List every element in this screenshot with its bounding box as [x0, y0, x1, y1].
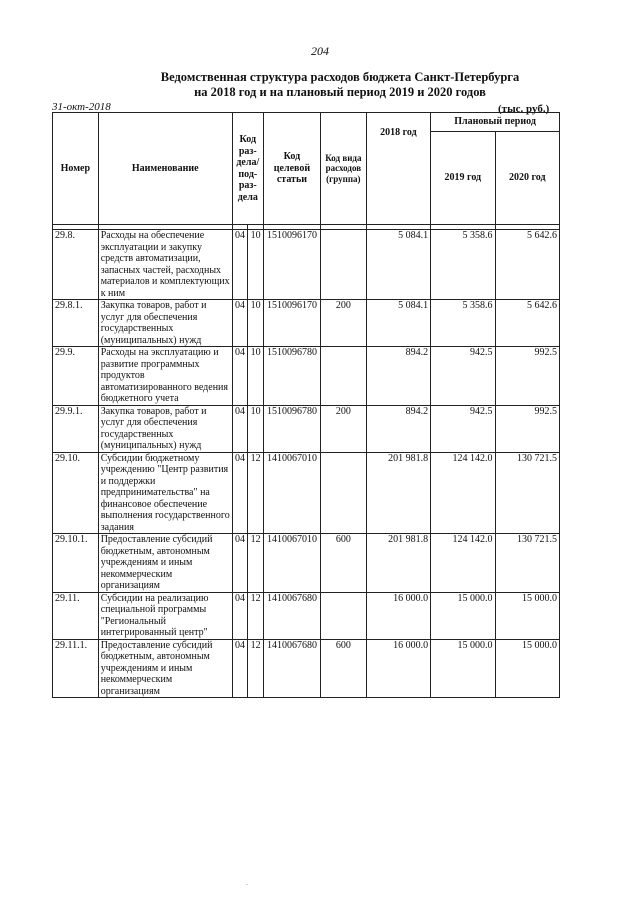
row-number: 29.8.1. — [53, 300, 99, 347]
document-title — [0, 70, 640, 100]
row-expense-type — [321, 452, 367, 534]
title-line-1: Ведомственная структура расходов бюджета Санкт-Петербурга — [160, 70, 520, 84]
row-subsection: 12 — [248, 452, 264, 534]
table-row — [53, 300, 560, 347]
row-subsection: 10 — [248, 347, 264, 406]
row-amount-2018: 894.2 — [366, 347, 430, 406]
row-section: 04 — [232, 534, 248, 593]
row-amount-2020: 992.5 — [495, 347, 559, 406]
row-subsection: 12 — [248, 639, 264, 698]
document-date: 31-окт-2018 — [52, 101, 111, 113]
scan-mark: . — [246, 878, 248, 887]
header-number: Номер — [53, 113, 99, 225]
row-amount-2019: 942.5 — [431, 347, 495, 406]
row-section: 04 — [232, 452, 248, 534]
row-target-code: 1510096170 — [263, 300, 320, 347]
budget-table — [52, 112, 560, 698]
row-amount-2020: 15 000.0 — [495, 592, 559, 639]
row-number: 29.9. — [53, 347, 99, 406]
page-number: 204 — [311, 44, 329, 58]
row-number: 29.10. — [53, 452, 99, 534]
row-amount-2018: 201 981.8 — [366, 534, 430, 593]
table-row — [53, 452, 560, 534]
row-number: 29.11. — [53, 592, 99, 639]
header-2019: 2019 год — [431, 132, 495, 225]
row-expense-type: 200 — [321, 300, 367, 347]
row-amount-2020: 15 000.0 — [495, 639, 559, 698]
header-section-code: Код раз-дела/ под-раз-дела — [232, 113, 263, 225]
row-amount-2018: 5 084.1 — [366, 300, 430, 347]
row-amount-2018: 16 000.0 — [366, 639, 430, 698]
row-target-code: 1410067680 — [263, 639, 320, 698]
row-name: Закупка товаров, работ и услуг для обеспечения государственных (муниципальных) нужд — [98, 405, 232, 452]
table-row — [53, 534, 560, 593]
table-row — [53, 405, 560, 452]
row-expense-type — [321, 592, 367, 639]
row-target-code: 1510096780 — [263, 347, 320, 406]
row-section: 04 — [232, 347, 248, 406]
row-amount-2019: 15 000.0 — [431, 592, 495, 639]
row-target-code: 1410067010 — [263, 452, 320, 534]
row-name: Расходы на обеспечение эксплуатации и закупку средств автоматизации, запасных частей, расходных материалов и комплектующих к ним — [98, 230, 232, 300]
title-line-2: на 2018 год и на плановый период 2019 и 2020 годов — [194, 85, 486, 99]
row-section: 04 — [232, 300, 248, 347]
row-number: 29.9.1. — [53, 405, 99, 452]
table-body — [53, 225, 560, 698]
table-row — [53, 347, 560, 406]
row-amount-2020: 130 721.5 — [495, 534, 559, 593]
row-amount-2020: 5 642.6 — [495, 300, 559, 347]
row-subsection: 12 — [248, 592, 264, 639]
row-expense-type — [321, 347, 367, 406]
row-section: 04 — [232, 405, 248, 452]
row-target-code: 1410067010 — [263, 534, 320, 593]
row-target-code: 1410067680 — [263, 592, 320, 639]
row-amount-2018: 16 000.0 — [366, 592, 430, 639]
row-amount-2020: 130 721.5 — [495, 452, 559, 534]
row-name: Предоставление субсидий бюджетным, автономным учреждениям и иным некоммерческим организациям — [98, 534, 232, 593]
header-2020: 2020 год — [495, 132, 559, 225]
row-amount-2019: 5 358.6 — [431, 230, 495, 300]
header-expense-type-code: Код вида расходов (группа) — [321, 113, 367, 225]
header-name: Наименование — [98, 113, 232, 225]
row-expense-type: 200 — [321, 405, 367, 452]
row-target-code: 1510096780 — [263, 405, 320, 452]
row-name: Расходы на эксплуатацию и развитие программных продуктов автоматизированного ведения бюджетного учета — [98, 347, 232, 406]
row-expense-type: 600 — [321, 639, 367, 698]
row-expense-type: 600 — [321, 534, 367, 593]
row-target-code: 1510096170 — [263, 230, 320, 300]
table-row — [53, 592, 560, 639]
row-subsection: 12 — [248, 534, 264, 593]
row-number: 29.10.1. — [53, 534, 99, 593]
units-label: (тыс. руб.) — [498, 103, 550, 115]
row-section: 04 — [232, 592, 248, 639]
row-name: Субсидии бюджетному учреждению "Центр развития и поддержки предпринимательства" на финансовое обеспечение выполнения государственного задания — [98, 452, 232, 534]
row-number: 29.11.1. — [53, 639, 99, 698]
row-amount-2019: 124 142.0 — [431, 534, 495, 593]
row-name: Предоставление субсидий бюджетным, автономным учреждениям и иным некоммерческим организациям — [98, 639, 232, 698]
table-row — [53, 639, 560, 698]
row-subsection: 10 — [248, 300, 264, 347]
row-name: Субсидии на реализацию специальной программы "Региональный интегрированный центр" — [98, 592, 232, 639]
row-subsection: 10 — [248, 230, 264, 300]
row-amount-2019: 942.5 — [431, 405, 495, 452]
header-2018: 2018 год — [366, 113, 430, 225]
table-row — [53, 230, 560, 300]
row-subsection: 10 — [248, 405, 264, 452]
header-target-code: Код целевой статьи — [263, 113, 320, 225]
row-amount-2019: 124 142.0 — [431, 452, 495, 534]
header-planned-period: Плановый период — [431, 113, 560, 132]
row-section: 04 — [232, 230, 248, 300]
row-amount-2020: 992.5 — [495, 405, 559, 452]
row-amount-2018: 5 084.1 — [366, 230, 430, 300]
row-amount-2018: 201 981.8 — [366, 452, 430, 534]
row-amount-2019: 5 358.6 — [431, 300, 495, 347]
row-name: Закупка товаров, работ и услуг для обеспечения государственных (муниципальных) нужд — [98, 300, 232, 347]
row-amount-2018: 894.2 — [366, 405, 430, 452]
row-section: 04 — [232, 639, 248, 698]
row-expense-type — [321, 230, 367, 300]
row-number: 29.8. — [53, 230, 99, 300]
row-amount-2020: 5 642.6 — [495, 230, 559, 300]
row-amount-2019: 15 000.0 — [431, 639, 495, 698]
